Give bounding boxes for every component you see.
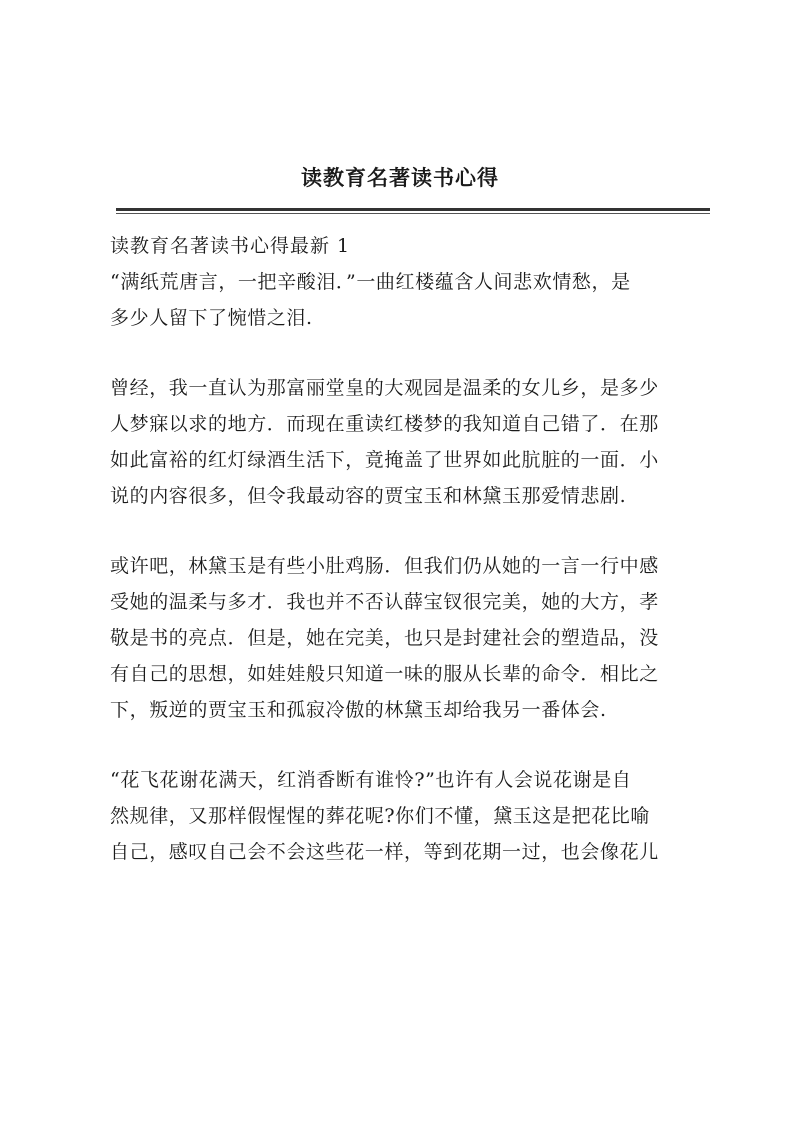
paragraph-1 — [110, 264, 710, 336]
paragraph-3 — [110, 548, 710, 728]
text-line: 有自己的思想，如娃娃般只知道一味的服从长辈的命令．相比之 — [110, 663, 659, 685]
text-line: 敬是书的亮点．但是，她在完美，也只是封建社会的塑造品，没 — [110, 627, 659, 649]
text-line: 自己，感叹自己会不会这些花一样，等到花期一过，也会像花儿 — [110, 841, 659, 863]
text-line: 多少人留下了惋惜之泪. — [110, 307, 313, 329]
text-line: 然规律，又那样假惺惺的葬花呢?你们不懂，黛玉这是把花比喻 — [110, 805, 650, 827]
text-line: 曾经，我一直认为那富丽堂皇的大观园是温柔的女儿乡，是多少 — [110, 377, 659, 399]
document-subtitle: 读教育名著读书心得最新 1 — [110, 235, 351, 257]
text-line: 下，叛逆的贾宝玉和孤寂冷傲的林黛玉却给我另一番体会. — [110, 699, 607, 721]
title-divider — [116, 208, 710, 214]
text-line: “满纸荒唐言，一把辛酸泪．”一曲红楼蕴含人间悲欢情愁，是 — [110, 271, 631, 293]
text-line: 如此富裕的红灯绿酒生活下，竟掩盖了世界如此肮脏的一面．小 — [110, 449, 659, 471]
document-body — [110, 228, 710, 904]
paragraph-2 — [110, 370, 710, 514]
text-line: 人梦寐以求的地方．而现在重读红楼梦的我知道自己错了．在那 — [110, 413, 659, 435]
text-line: 说的内容很多，但令我最动容的贾宝玉和林黛玉那爱情悲剧. — [110, 485, 627, 507]
paragraph-4 — [110, 762, 710, 870]
page-title: 读教育名著读书心得 — [301, 165, 499, 190]
text-line: 受她的温柔与多才．我也并不否认薛宝钗很完美，她的大方，孝 — [110, 591, 659, 613]
text-line: “花飞花谢花满天，红消香断有谁怜?”也许有人会说花谢是自 — [110, 769, 632, 791]
text-line: 或许吧，林黛玉是有些小肚鸡肠．但我们仍从她的一言一行中感 — [110, 555, 659, 577]
